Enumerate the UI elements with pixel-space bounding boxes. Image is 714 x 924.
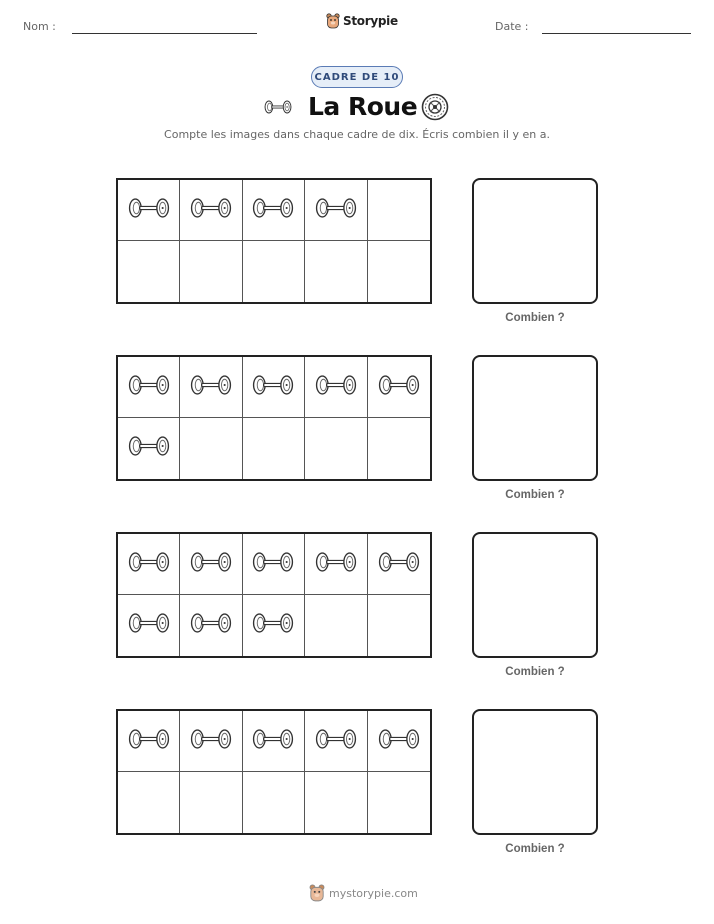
frame-cell (305, 595, 367, 656)
bear-logo-icon (309, 884, 325, 902)
frame-cell (368, 595, 430, 656)
wheel-axle-icon (252, 551, 294, 578)
answer-box-1[interactable] (472, 178, 598, 304)
ten-frame-2 (116, 355, 432, 481)
wheel-axle-icon (190, 551, 232, 578)
wheel-axle-icon (378, 728, 420, 755)
name-label: Nom : (23, 20, 56, 33)
frame-cell (118, 241, 180, 302)
frame-cell (368, 418, 430, 479)
date-line[interactable] (542, 33, 691, 34)
wheel-axle-icon (252, 728, 294, 755)
wheel-axle-icon (128, 435, 170, 462)
wheel-axle-icon (128, 374, 170, 401)
storypie-logo (326, 13, 398, 29)
frame-cell (243, 534, 305, 595)
frame-cell (243, 241, 305, 302)
bear-logo-icon (326, 13, 340, 29)
wheel-axle-icon (128, 728, 170, 755)
footer (309, 884, 418, 902)
wheel-axle-icon (315, 197, 357, 224)
frame-cell (368, 241, 430, 302)
frame-cell (118, 772, 180, 833)
worksheet-type-badge: CADRE DE 10 (311, 66, 403, 88)
wheel-axle-icon (315, 374, 357, 401)
combien-label-2: Combien ? (505, 489, 565, 501)
wheel-axle-icon (378, 551, 420, 578)
wheel-axle-icon (263, 100, 293, 114)
ten-frame-3 (116, 532, 432, 658)
wheel-axle-icon (190, 197, 232, 224)
frame-cell (180, 595, 242, 656)
wheel-axle-icon (378, 374, 420, 401)
footer-url: mystorypie.com (329, 886, 418, 900)
wheel-axle-icon (128, 612, 170, 639)
wheel-axle-icon (252, 374, 294, 401)
logo-text: Storypie (343, 14, 398, 28)
frame-cell (118, 357, 180, 418)
answer-box-4[interactable] (472, 709, 598, 835)
frame-cell (180, 418, 242, 479)
frame-cell (368, 711, 430, 772)
wheel-axle-icon (190, 374, 232, 401)
frame-cell (180, 534, 242, 595)
frame-cell (305, 772, 367, 833)
page-title: La Roue (308, 92, 418, 121)
frame-cell (368, 534, 430, 595)
wheel-axle-icon (315, 551, 357, 578)
date-label: Date : (495, 20, 529, 33)
wheel-axle-icon (190, 728, 232, 755)
answer-box-2[interactable] (472, 355, 598, 481)
frame-cell (243, 357, 305, 418)
frame-cell (305, 418, 367, 479)
ten-frame-4 (116, 709, 432, 835)
frame-cell (368, 772, 430, 833)
instructions: Compte les images dans chaque cadre de dix. Écris combien il y en a. (164, 128, 550, 141)
frame-cell (180, 772, 242, 833)
frame-cell (118, 595, 180, 656)
frame-cell (243, 711, 305, 772)
combien-label-1: Combien ? (505, 312, 565, 324)
wheel-axle-icon (190, 612, 232, 639)
frame-cell (368, 357, 430, 418)
combien-label-3: Combien ? (505, 666, 565, 678)
frame-cell (180, 180, 242, 241)
name-line[interactable] (72, 33, 257, 34)
wheel-axle-icon (252, 197, 294, 224)
combien-label-4: Combien ? (505, 843, 565, 855)
frame-cell (305, 711, 367, 772)
frame-cell (118, 534, 180, 595)
answer-box-3[interactable] (472, 532, 598, 658)
frame-cell (118, 180, 180, 241)
frame-cell (180, 241, 242, 302)
frame-cell (243, 595, 305, 656)
frame-cell (180, 711, 242, 772)
frame-cell (180, 357, 242, 418)
frame-cell (243, 418, 305, 479)
frame-cell (118, 418, 180, 479)
wheel-axle-icon (315, 728, 357, 755)
frame-cell (305, 180, 367, 241)
frame-cell (305, 357, 367, 418)
ten-frame-1 (116, 178, 432, 304)
frame-cell (118, 711, 180, 772)
wheel-axle-icon (252, 612, 294, 639)
tire-icon (421, 93, 449, 121)
frame-cell (368, 180, 430, 241)
frame-cell (305, 534, 367, 595)
frame-cell (305, 241, 367, 302)
wheel-axle-icon (128, 197, 170, 224)
frame-cell (243, 772, 305, 833)
frame-cell (243, 180, 305, 241)
wheel-axle-icon (128, 551, 170, 578)
